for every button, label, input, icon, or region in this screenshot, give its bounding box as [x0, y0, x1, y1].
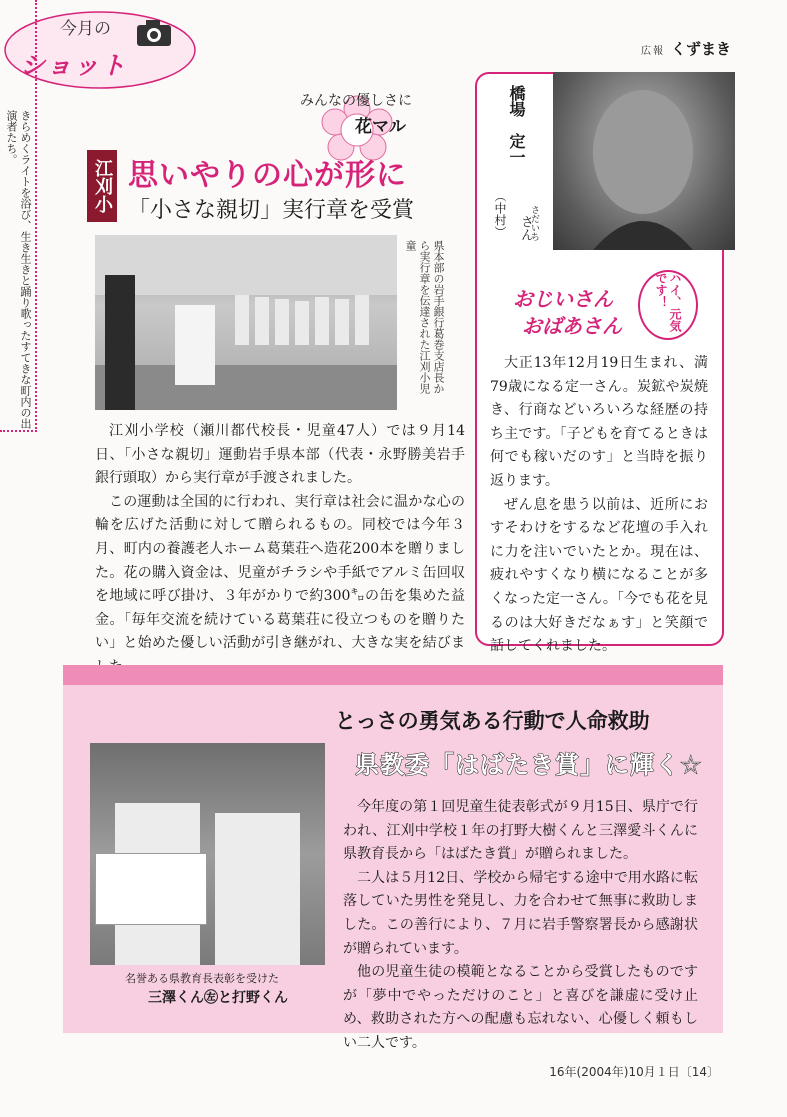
student-right — [215, 813, 300, 965]
paragraph: 今年度の第１回児童生徒表彰式が９月15日、県庁で行われ、江刈中学校１年の打野大樹くんと三澤愛斗くんに県教育長から「はばたき賞」が贈られました。 — [343, 799, 698, 863]
award-photo-scene — [95, 235, 397, 410]
photo-caption: 県本部の岩手銀行葛巻支店長から実行章を伝達された江刈小児童 — [404, 240, 445, 394]
page-footer: 16年(2004年)10月１日〔14〕 — [549, 1065, 719, 1079]
rescue-subheadline: 県教委「はばたき賞」に輝く☆ — [355, 751, 703, 779]
brand-name: くずまき — [670, 40, 731, 58]
profile-honorific: さん — [518, 215, 533, 241]
paragraph: この運動は全国的に行われ、実行章は社会に温かな心の輪を広げた活動に対して贈られるもの。同校では今年３月、町内の養護老人ホーム葛葉荘へ造花200本を贈りました。花の購入資金は、児童がチラシや手紙でアルミ缶回収を地域に呼び掛け、３年がかりで約300㌔の缶を集めた益金。「毎年交流を続けている葛葉荘に役立つものを贈りたい」と始めた優しい活動が引き継がれ、大きな実を結びま — [95, 493, 465, 652]
portrait-photo — [553, 72, 735, 250]
portrait-face — [553, 72, 735, 250]
greeting-line2: おばあさん — [522, 314, 622, 338]
headline: 思いやりの心が形に — [128, 158, 407, 193]
section-title-line1: 今月の — [60, 19, 111, 39]
subhead-line1: みんなの優しさに — [300, 93, 412, 109]
award-photo — [95, 235, 397, 410]
subheadline: 「小さな親切」実行章を受賞 — [128, 198, 415, 223]
section-title-line2: ショット — [20, 51, 128, 80]
photo-caption-line2: 三澤くん㊧と打野くん — [148, 990, 288, 1006]
camera-icon — [135, 18, 173, 48]
panel-bar — [63, 665, 723, 685]
rescue-body — [343, 796, 698, 1056]
paragraph: 二人は５月12日、学校から帰宅する途中で用水路に転落していた男性を発見し、力を合わせて無事に救助しました。この善行により、７月に岩手警察署長から感謝状が贈られています。 — [343, 869, 698, 957]
profile-name: 橋場 定一 — [507, 85, 526, 165]
school-tag: 江刈小 — [87, 150, 117, 222]
profile-area: （中村） — [493, 190, 507, 238]
paragraph: 大正13年12月19日生まれ、満79歳になる定一さん。炭鉱や炭焼き、行商などいろいろな経歴の持ち主です。「子どもを育てるときは何でも稼いだのす」と当時を振り返ります。 — [490, 355, 708, 489]
subhead-line2: 花マル — [355, 117, 406, 137]
greeting-badge: ハイ、元気です！ — [638, 270, 698, 340]
certificate — [95, 853, 207, 925]
profile-yomi: さだいち — [529, 205, 539, 241]
paragraph: 江刈小学校（瀬川都代校長・児童47人）では９月14日、「小さな親切」運動岩手県本部（代表・永野勝美岩手銀行頭取）から実行章が手渡されました。 — [95, 423, 465, 487]
article-body — [95, 420, 465, 680]
photo-caption-line1: 名誉ある県教育長表彰を受けた — [125, 972, 279, 985]
paragraph: 他の児童生徒の模範となることから受賞したものですが「夢中でやっただけのこと」と喜びを謙虚に受け止め、救助された方への配慮も忘れない、心優しく頼もしい二人です。 — [343, 964, 698, 1051]
brand — [641, 38, 731, 59]
side-caption: きらめくライトを浴び、生き生きと踊り歌ったすてきな町内の出演者たち。 — [5, 110, 32, 429]
paragraph: ぜん息を患う以前は、近所におすそわけをするなど花壇の手入れに力を注いでいたとか。現在は、疲れやすくなり横になることが多くなった定一さん。「今でも花を見るのは大好きだなぁす」と笑顔で話してくれました。 — [490, 496, 708, 655]
profile-body — [490, 352, 708, 659]
brand-small: 広報 — [640, 46, 665, 57]
students-photo — [90, 743, 325, 965]
greeting-line1: おじいさん — [513, 287, 613, 311]
rescue-headline: とっさの勇気ある行動で人命救助 — [335, 709, 650, 733]
